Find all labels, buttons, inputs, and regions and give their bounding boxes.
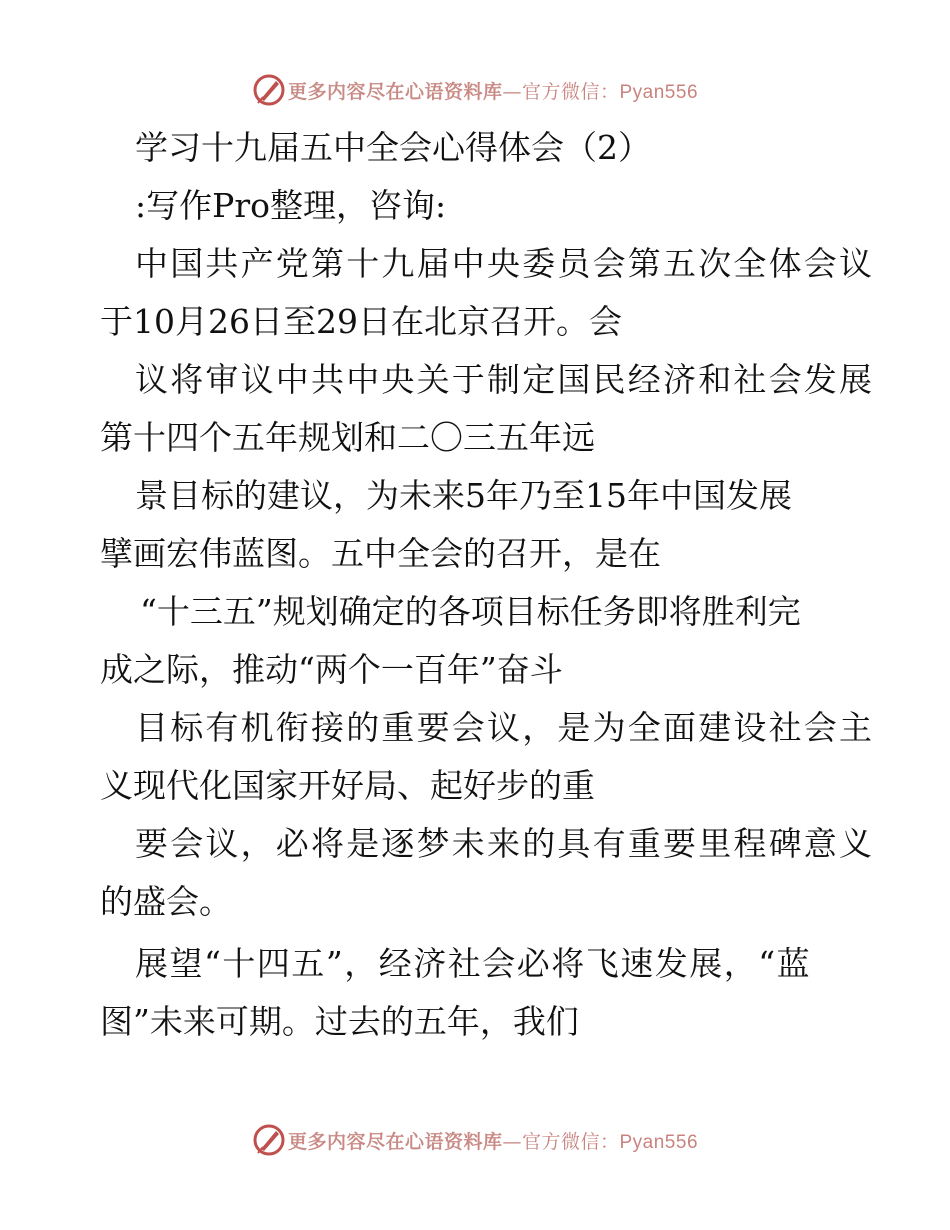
text-line: 的盛会。 (100, 882, 232, 921)
text-line: 第十四个五年规划和二〇三五年远 (100, 418, 595, 457)
banner-wechat-id: Pyan556 (619, 1131, 699, 1153)
text-line: “十三五”规划确定的各项目标任务即将胜利完 (140, 592, 801, 631)
quill-logo-icon (252, 1123, 286, 1157)
header-banner (0, 70, 950, 110)
banner-label: 更多内容尽在心语资料库 (287, 80, 503, 103)
text-line: 景目标的建议，为未来5年乃至15年中国发展 (135, 476, 792, 515)
banner-label: 更多内容尽在心语资料库 (287, 1130, 503, 1153)
banner-dash: — (502, 1130, 522, 1153)
quill-logo-icon (252, 73, 286, 107)
footer-banner (0, 1120, 950, 1160)
banner-dash: — (502, 80, 522, 103)
banner-wechat-id: Pyan556 (619, 81, 699, 103)
text-line: 中国共产党第十九届中央委员会第五次全体会议 (135, 244, 875, 283)
banner-official: 官方微信： (521, 1130, 620, 1153)
text-line: 图”未来可期。过去的五年，我们 (100, 1002, 579, 1041)
text-line: 要会议，必将是逐梦未来的具有重要里程碑意义 (135, 824, 875, 863)
text-line: :写作Pro整理，咨询: (135, 186, 447, 225)
text-line: 目标有机衔接的重要会议，是为全面建设社会主 (135, 708, 875, 747)
text-line: 议将审议中共中央关于制定国民经济和社会发展 (135, 360, 875, 399)
text-line: 于10月26日至29日在北京召开。会 (100, 302, 622, 341)
text-line: 成之际，推动“两个一百年”奋斗 (100, 650, 563, 689)
text-line: 义现代化国家开好局、起好步的重 (100, 766, 595, 805)
document-title: 学习十九届五中全会心得体会（2） (135, 128, 651, 167)
text-line: 擘画宏伟蓝图。五中全会的召开，是在 (100, 534, 661, 573)
text-line: 展望“十四五”，经济社会必将飞速发展，“蓝 (135, 944, 812, 983)
banner-official: 官方微信： (521, 80, 620, 103)
